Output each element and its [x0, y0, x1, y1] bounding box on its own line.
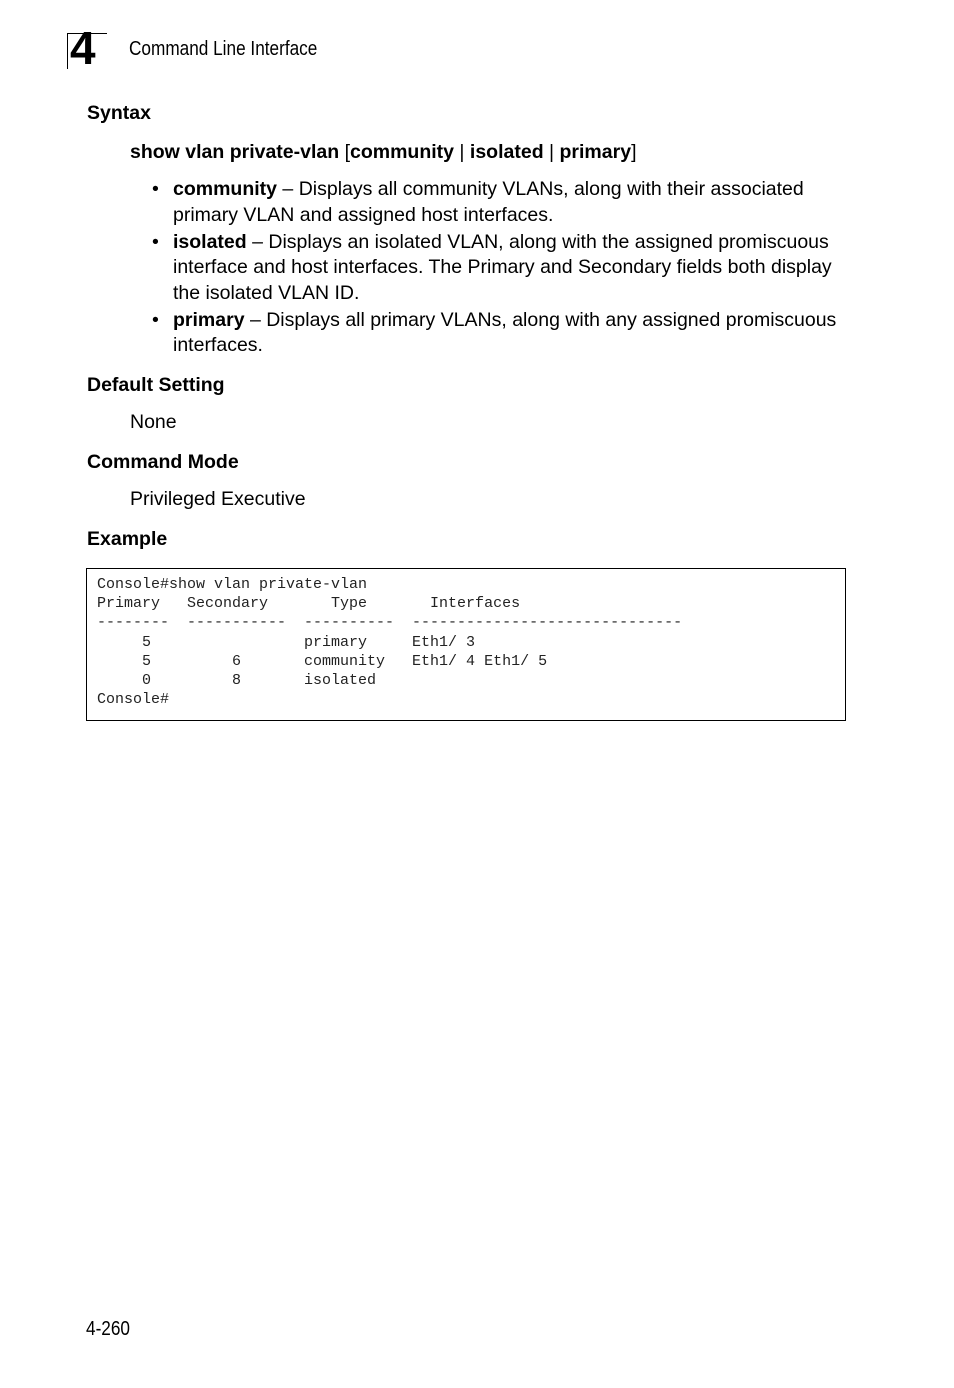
syntax-option-community: community — [350, 141, 455, 163]
syntax-option-primary: primary — [559, 141, 632, 163]
default-setting-heading: Default Setting — [87, 374, 225, 396]
syntax-separator: | — [454, 141, 470, 163]
syntax-separator: | — [543, 141, 560, 163]
command-base: show vlan private-vlan — [130, 141, 340, 163]
bullet-icon: • — [152, 178, 159, 200]
code-line: 5 primary Eth1/ 3 — [97, 633, 476, 651]
code-line: Console#show vlan private-vlan — [97, 576, 368, 593]
syntax-close-bracket: ] — [631, 141, 637, 163]
code-line: Primary Secondary Type Interfaces — [97, 595, 521, 613]
bullet-icon: • — [152, 308, 159, 331]
parameter-list — [152, 177, 852, 360]
page-number: 4-260 — [86, 1318, 130, 1340]
parameter-description: – Displays all primary VLANs, along with any assigned promiscuous interfaces. — [173, 308, 837, 356]
command-mode-heading: Command Mode — [87, 451, 239, 473]
syntax-heading: Syntax — [87, 102, 151, 124]
chapter-number: 4 — [70, 22, 95, 74]
parameter-description: – Displays an isolated VLAN, along with the assigned promiscuous interface and host interfaces. The Primary and Secondary fields both display the isolated VLAN ID. — [173, 230, 832, 304]
code-line: -------- ----------- ---------- ------------------------------ — [97, 614, 683, 632]
parameter-term: primary — [173, 308, 245, 331]
default-setting-value: None — [130, 411, 177, 433]
example-heading: Example — [87, 528, 168, 550]
chapter-badge — [67, 22, 107, 74]
parameter-item-community — [152, 177, 852, 228]
running-header-title: Command Line Interface — [129, 38, 318, 60]
command-mode-value: Privileged Executive — [130, 488, 306, 510]
code-line: 0 8 isolated — [97, 671, 377, 689]
bullet-icon: • — [152, 230, 159, 253]
parameter-item-isolated — [152, 230, 852, 307]
code-line: Console# — [97, 691, 170, 709]
syntax-command — [130, 141, 636, 164]
syntax-option-isolated: isolated — [469, 141, 544, 163]
parameter-item-primary — [152, 308, 852, 359]
syntax-open-bracket: [ — [339, 141, 350, 163]
code-line: 5 6 community Eth1/ 4 Eth1/ 5 — [97, 652, 548, 670]
parameter-description: – Displays all community VLANs, along with their associated primary VLAN and assigned host interfaces. — [173, 178, 804, 226]
example-code-block — [86, 568, 846, 721]
parameter-term: isolated — [173, 230, 247, 253]
parameter-term: community — [173, 178, 278, 200]
